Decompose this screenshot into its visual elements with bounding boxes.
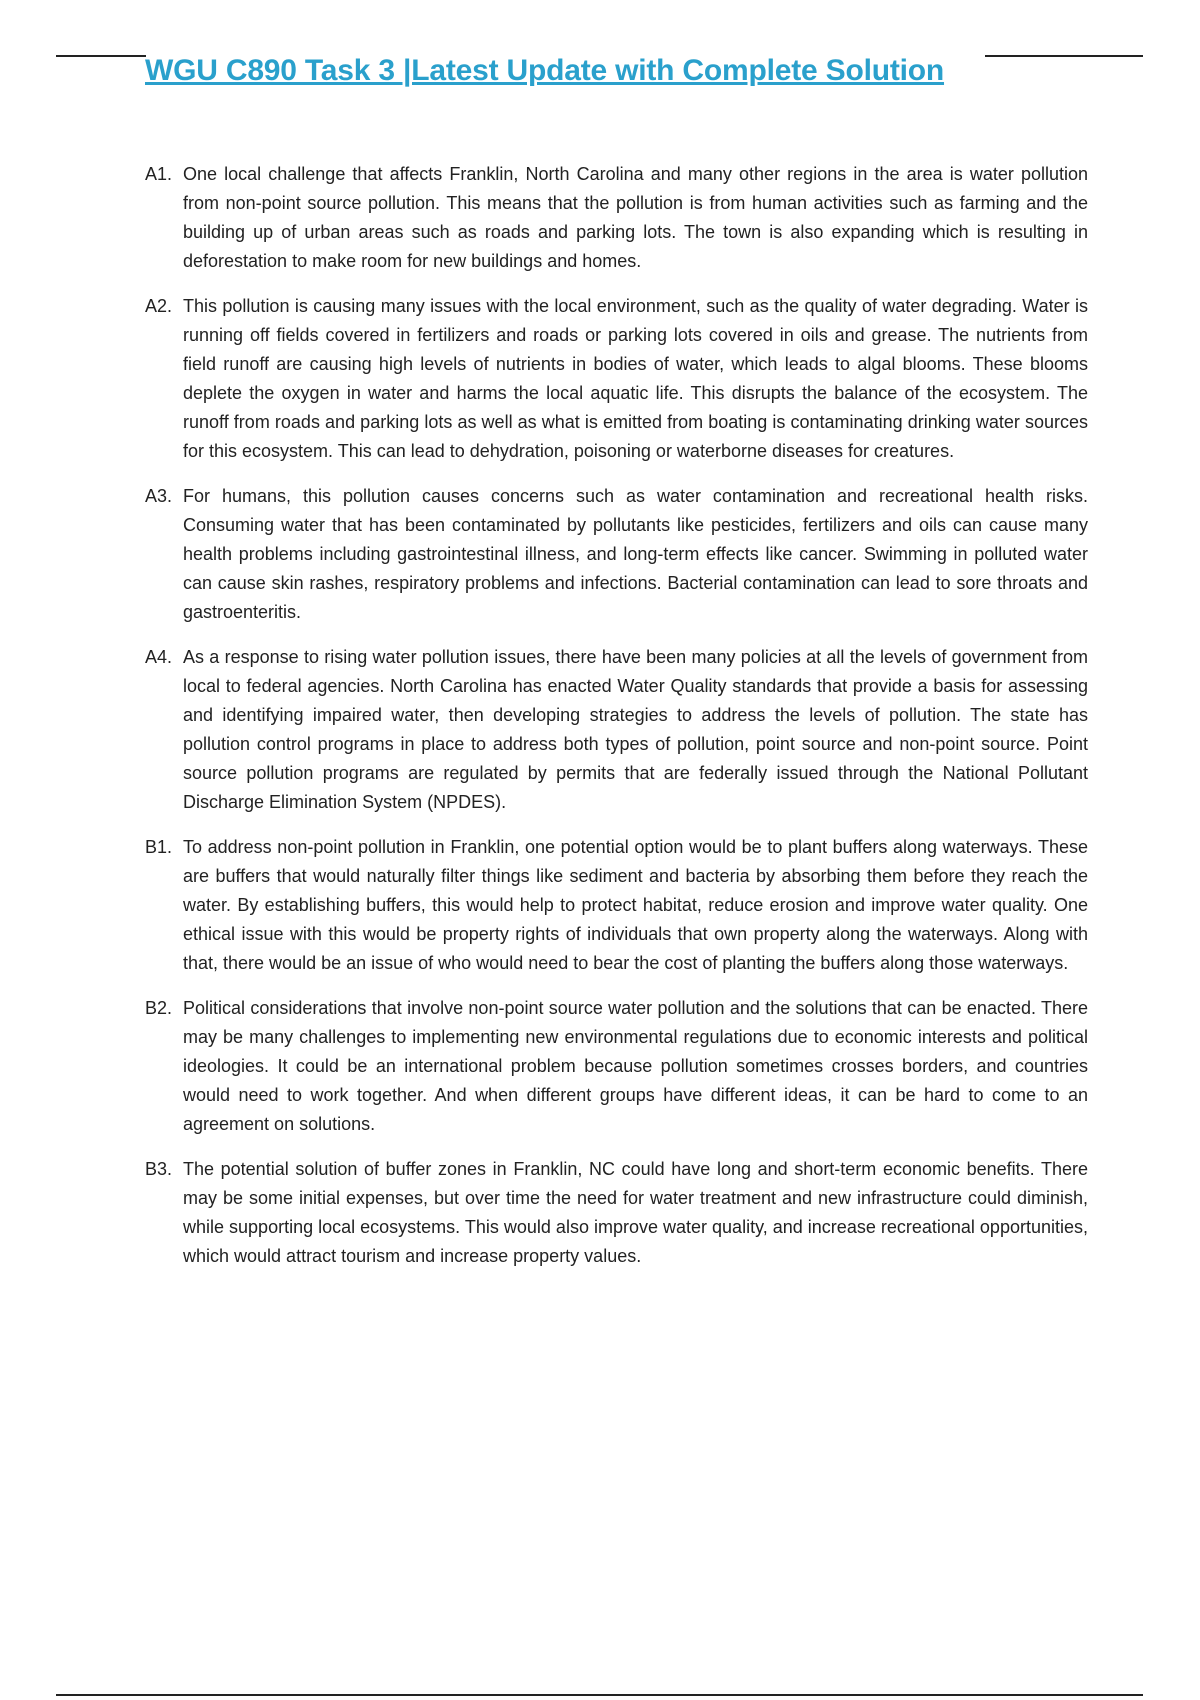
header-rule-left [56, 55, 146, 57]
section-label: B1. [145, 837, 173, 857]
section-text: The potential solution of buffer zones in Franklin, NC could have long and short-term economic benefits. There may be some initial expenses, but over time the need for water treatment and new infrastructure could diminish, while supporting local ecosystems. This would also improve water quality, and increase recreational opportunities, which would attract tourism and increase property values. [183, 1159, 1088, 1266]
section-b3 [145, 1155, 1088, 1271]
section-text: One local challenge that affects Franklin, North Carolina and many other regions in the area is water pollution from non-point source pollution. This means that the pollution is from human activities such as farming and the building up of urban areas such as roads and parking lots. The town is also expanding which is resulting in deforestation to make room for new buildings and homes. [183, 164, 1088, 271]
section-b1 [145, 833, 1088, 978]
section-a1 [145, 160, 1088, 276]
section-b2 [145, 994, 1088, 1139]
section-text: For humans, this pollution causes concerns such as water contamination and recreational health risks. Consuming water that has been contaminated by pollutants like pesticides, fertilizers and oils can cause many health problems including gastrointestinal illness, and long-term effects like cancer. Swimming in polluted water can cause skin rashes, respiratory problems and infections. Bacterial contamination can lead to sore throats and gastroenteritis. [183, 486, 1088, 622]
section-a2 [145, 292, 1088, 466]
footer-rule [56, 1694, 1143, 1696]
section-label: A1. [145, 164, 173, 184]
section-label: B2. [145, 998, 173, 1018]
header-rule-right [985, 55, 1143, 57]
section-label: A4. [145, 647, 173, 667]
document-body [145, 160, 1088, 1287]
section-a3 [145, 482, 1088, 627]
section-text: This pollution is causing many issues with the local environment, such as the quality of water degrading. Water is running off fields covered in fertilizers and roads or parking lots covered in oils and grease. The nutrients from field runoff are causing high levels of nutrients in bodies of water, which leads to algal blooms. These blooms deplete the oxygen in water and harms the local aquatic life. This disrupts the balance of the ecosystem. The runoff from roads and parking lots as well as what is emitted from boating is contaminating drinking water sources for this ecosystem. This can lead to dehydration, poisoning or waterborne diseases for creatures. [183, 296, 1088, 461]
section-text: To address non-point pollution in Franklin, one potential option would be to plant buffers along waterways. These are buffers that would naturally filter things like sediment and bacteria by absorbing them before they reach the water. By establishing buffers, this would help to protect habitat, reduce erosion and improve water quality. One ethical issue with this would be property rights of individuals that own property along the waterways. Along with that, there would be an issue of who would need to bear the cost of planting the buffers along those waterways. [183, 837, 1088, 973]
section-label: B3. [145, 1159, 173, 1179]
section-label: A3. [145, 486, 173, 506]
document-title: WGU C890 Task 3 |Latest Update with Complete Solution [145, 54, 945, 87]
section-text: Political considerations that involve non-point source water pollution and the solutions that can be enacted. There may be many challenges to implementing new environmental regulations due to economic interests and political ideologies. It could be an international problem because pollution sometimes crosses borders, and countries would need to work together. And when different groups have different ideas, it can be hard to come to an agreement on solutions. [183, 998, 1088, 1134]
section-text: As a response to rising water pollution issues, there have been many policies at all the levels of government from local to federal agencies. North Carolina has enacted Water Quality standards that provide a basis for assessing and identifying impaired water, then developing strategies to address the levels of pollution. The state has pollution control programs in place to address both types of pollution, point source and non-point source. Point source pollution programs are regulated by permits that are federally issued through the National Pollutant Discharge Elimination System (NPDES). [183, 647, 1088, 812]
section-a4 [145, 643, 1088, 817]
section-label: A2. [145, 296, 173, 316]
